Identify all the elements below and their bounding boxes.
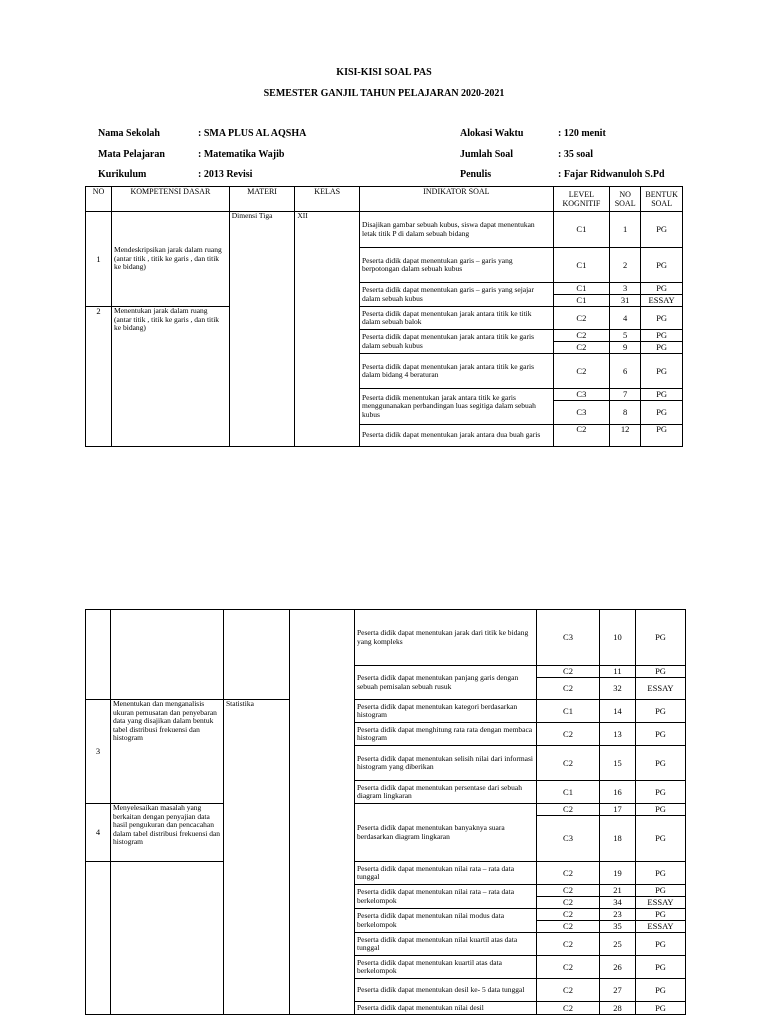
no-soal-cell: 12 — [610, 425, 641, 447]
indikator-cell: Peserta didik dapat menentukan jarak antara titik ke garis dalam bidang 4 beraturan — [359, 354, 553, 389]
row-number: 2 — [86, 307, 112, 447]
indikator-cell: Peserta didik dapat menentukan panjang garis dengan sebuah pemisalan sebuah rusuk — [355, 666, 537, 700]
indikator-cell: Peserta didik dapat menentukan nilai rata – rata data tunggal — [355, 862, 537, 885]
materi-cell: Dimensi Tiga — [229, 212, 295, 447]
no-soal-cell: 11 — [600, 666, 636, 678]
level-cell: C2 — [553, 307, 609, 330]
indikator-cell: Peserta didik menentukan jarak antara titik ke garis menggunanakan perbandingan luas segitiga dalam sebuah kubus — [359, 389, 553, 425]
alokasi-waktu-value: : 120 menit — [558, 128, 606, 139]
bentuk-cell: PG — [636, 909, 686, 921]
level-cell: C2 — [553, 425, 609, 447]
bentuk-cell: PG — [636, 933, 686, 956]
header-no-soal: NO SOAL — [610, 187, 641, 212]
bentuk-cell: PG — [641, 283, 683, 295]
kompetensi-dasar-cell: Menyelesaikan masalah yang berkaitan dengan penyajian data hasil pengukuran dan pencacahan dalam tabel distribusi frekuensi dan histogram — [111, 804, 224, 862]
bentuk-cell: PG — [636, 723, 686, 746]
bentuk-cell: PG — [636, 1002, 686, 1015]
level-cell: C2 — [537, 897, 600, 909]
kompetensi-dasar-cell: Menentukan dan menganalisis ukuran pemusatan dan penyebaran data yang disajikan dalam bentuk tabel distribusi frekuensi dan histogram — [111, 700, 224, 804]
level-cell: C2 — [553, 330, 609, 342]
nama-sekolah-label: Nama Sekolah — [98, 128, 160, 139]
table-row — [86, 862, 686, 885]
penulis-label: Penulis — [460, 169, 492, 180]
indikator-cell: Peserta didik dapat menentukan nilai desil — [355, 1002, 537, 1015]
no-soal-cell: 14 — [600, 700, 636, 723]
table-row — [86, 307, 683, 330]
document-subtitle: SEMESTER GANJIL TAHUN PELAJARAN 2020-2021 — [263, 88, 505, 99]
no-soal-cell: 19 — [600, 862, 636, 885]
kelas-cell: XII — [295, 212, 360, 447]
kurikulum-value: : 2013 Revisi — [198, 169, 253, 180]
bentuk-cell: PG — [641, 389, 683, 401]
no-soal-cell: 35 — [600, 921, 636, 933]
no-soal-cell: 10 — [600, 610, 636, 666]
no-soal-cell: 34 — [600, 897, 636, 909]
level-cell: C2 — [537, 746, 600, 781]
level-cell: C2 — [537, 909, 600, 921]
indikator-cell: Peserta didik dapat menentukan kategori berdasarkan histogram — [355, 700, 537, 723]
table-header-row — [86, 187, 683, 212]
mata-pelajaran-value: : Matematika Wajib — [198, 149, 285, 160]
header-kelas: KELAS — [295, 187, 360, 212]
bentuk-cell: PG — [636, 666, 686, 678]
no-soal-cell: 2 — [610, 248, 641, 283]
indikator-cell: Peserta didik dapat menentukan persentase dari sebuah diagram lingkaran — [355, 781, 537, 804]
no-soal-cell: 3 — [610, 283, 641, 295]
kompetensi-dasar-cell: Mendeskripsikan jarak dalam ruang (antar titik , titik ke garis , dan titik ke bidang) — [112, 212, 230, 307]
no-soal-cell: 17 — [600, 804, 636, 816]
no-soal-cell: 7 — [610, 389, 641, 401]
level-cell: C3 — [553, 389, 609, 401]
indikator-cell: Peserta didik dapat menentukan jarak dari titik ke bidang yang kompleks — [355, 610, 537, 666]
no-soal-cell: 1 — [610, 212, 641, 248]
no-soal-cell: 8 — [610, 401, 641, 425]
level-cell: C2 — [537, 862, 600, 885]
bentuk-cell: PG — [636, 956, 686, 979]
bentuk-cell: PG — [641, 330, 683, 342]
bentuk-cell: PG — [636, 804, 686, 816]
indikator-cell: Peserta didik dapat menentukan jarak antara titik ke titik dalam sebuah balok — [359, 307, 553, 330]
indikator-cell: Peserta didik dapat menentukan garis – garis yang berpotongan dalam sebuah kubus — [359, 248, 553, 283]
indikator-cell: Peserta didik dapat menentukan banyaknya suara berdasarkan diagram lingkaran — [355, 804, 537, 862]
no-soal-cell: 32 — [600, 678, 636, 700]
level-cell: C3 — [553, 401, 609, 425]
no-soal-cell: 23 — [600, 909, 636, 921]
no-soal-cell: 26 — [600, 956, 636, 979]
indikator-cell: Peserta didik dapat menghitung rata rata dengan membaca histogram — [355, 723, 537, 746]
indikator-cell: Peserta didik dapat menentukan garis – garis yang sejajar dalam sebuah kubus — [359, 283, 553, 307]
row-number: 1 — [86, 212, 112, 307]
indikator-cell: Peserta didik dapat menentukan nilai modus data berkelompok — [355, 909, 537, 933]
header-kompetensi-dasar: KOMPETENSI DASAR — [112, 187, 230, 212]
level-cell: C3 — [537, 610, 600, 666]
level-cell: C2 — [537, 723, 600, 746]
row-number: 4 — [86, 804, 111, 862]
level-cell: C2 — [537, 804, 600, 816]
bentuk-cell: PG — [641, 307, 683, 330]
no-soal-cell: 31 — [610, 295, 641, 307]
row-number: 3 — [86, 700, 111, 804]
no-soal-cell: 25 — [600, 933, 636, 956]
document-title: KISI-KISI SOAL PAS — [336, 67, 432, 78]
alokasi-waktu-label: Alokasi Waktu — [460, 128, 524, 139]
indikator-cell: Peserta didik dapat menentukan nilai kuartil atas data tunggal — [355, 933, 537, 956]
no-soal-cell: 15 — [600, 746, 636, 781]
bentuk-cell: PG — [636, 700, 686, 723]
header-level-kognitif: LEVEL KOGNITIF — [553, 187, 609, 212]
table-row — [86, 700, 686, 723]
no-soal-cell: 13 — [600, 723, 636, 746]
level-cell: C1 — [553, 248, 609, 283]
materi-cell: Statistika — [224, 700, 290, 1015]
row-number-empty — [86, 610, 111, 700]
no-soal-cell: 6 — [610, 354, 641, 389]
no-soal-cell: 27 — [600, 979, 636, 1002]
no-soal-cell: 28 — [600, 1002, 636, 1015]
kisi-kisi-table-1 — [85, 186, 683, 447]
header-no: NO — [86, 187, 112, 212]
jumlah-soal-value: : 35 soal — [558, 149, 593, 160]
bentuk-cell: PG — [636, 746, 686, 781]
level-cell: C2 — [537, 678, 600, 700]
header-bentuk-soal: BENTUK SOAL — [641, 187, 683, 212]
level-cell: C2 — [537, 1002, 600, 1015]
bentuk-cell: PG — [636, 979, 686, 1002]
materi-empty — [224, 610, 290, 700]
row-number-empty — [86, 862, 111, 1015]
no-soal-cell: 9 — [610, 342, 641, 354]
bentuk-cell: PG — [641, 248, 683, 283]
bentuk-cell: PG — [641, 425, 683, 447]
header-materi: MATERI — [229, 187, 295, 212]
kisi-kisi-table-2 — [85, 609, 686, 1015]
bentuk-cell: PG — [641, 212, 683, 248]
bentuk-cell: ESSAY — [636, 897, 686, 909]
bentuk-cell: PG — [641, 354, 683, 389]
level-cell: C1 — [537, 700, 600, 723]
no-soal-cell: 4 — [610, 307, 641, 330]
no-soal-cell: 5 — [610, 330, 641, 342]
level-cell: C3 — [537, 816, 600, 862]
table-row — [86, 610, 686, 666]
bentuk-cell: PG — [636, 862, 686, 885]
indikator-cell: Disajikan gambar sebuah kubus, siswa dapat menentukan letak titik P di dalam sebuah bidang — [359, 212, 553, 248]
indikator-cell: Peserta didik dapat menentukan jarak antara dua buah garis — [359, 425, 553, 447]
nama-sekolah-value: : SMA PLUS AL AQSHA — [198, 128, 307, 139]
bentuk-cell: PG — [636, 781, 686, 804]
no-soal-cell: 21 — [600, 885, 636, 897]
bentuk-cell: PG — [636, 610, 686, 666]
bentuk-cell: PG — [636, 885, 686, 897]
kompetensi-dasar-empty — [111, 862, 224, 1015]
indikator-cell: Peserta didik dapat menentukan nilai rata – rata data berkelompok — [355, 885, 537, 909]
bentuk-cell: ESSAY — [636, 921, 686, 933]
kompetensi-dasar-cell: Menentukan jarak dalam ruang (antar titik , titik ke garis , dan titik ke bidang) — [112, 307, 230, 447]
level-cell: C1 — [553, 283, 609, 295]
indikator-cell: Peserta didik dapat menentukan kuartil atas data berkelompok — [355, 956, 537, 979]
no-soal-cell: 18 — [600, 816, 636, 862]
table-row — [86, 212, 683, 248]
bentuk-cell: PG — [641, 401, 683, 425]
level-cell: C1 — [553, 295, 609, 307]
level-cell: C1 — [553, 212, 609, 248]
level-cell: C2 — [553, 354, 609, 389]
header-indikator-soal: INDIKATOR SOAL — [359, 187, 553, 212]
kelas-empty — [290, 610, 355, 1015]
level-cell: C2 — [537, 666, 600, 678]
indikator-cell: Peserta didik dapat menentukan desil ke- 5 data tunggal — [355, 979, 537, 1002]
penulis-value: : Fajar Ridwanuloh S.Pd — [558, 169, 665, 180]
level-cell: C2 — [537, 979, 600, 1002]
kurikulum-label: Kurikulum — [98, 169, 147, 180]
level-cell: C2 — [537, 956, 600, 979]
indikator-cell: Peserta didik dapat menentukan jarak antara titik ke garis dalam sebuah kubus — [359, 330, 553, 354]
level-cell: C2 — [553, 342, 609, 354]
bentuk-cell: ESSAY — [641, 295, 683, 307]
level-cell: C2 — [537, 921, 600, 933]
bentuk-cell: PG — [636, 816, 686, 862]
indikator-cell: Peserta didik dapat menentukan selisih nilai dari informasi histogram yang diberikan — [355, 746, 537, 781]
level-cell: C2 — [537, 885, 600, 897]
bentuk-cell: ESSAY — [636, 678, 686, 700]
table-row — [86, 804, 686, 816]
kompetensi-dasar-empty — [111, 610, 224, 700]
level-cell: C1 — [537, 781, 600, 804]
jumlah-soal-label: Jumlah Soal — [460, 149, 514, 160]
bentuk-cell: PG — [641, 342, 683, 354]
level-cell: C2 — [537, 933, 600, 956]
no-soal-cell: 16 — [600, 781, 636, 804]
mata-pelajaran-label: Mata Pelajaran — [98, 149, 165, 160]
